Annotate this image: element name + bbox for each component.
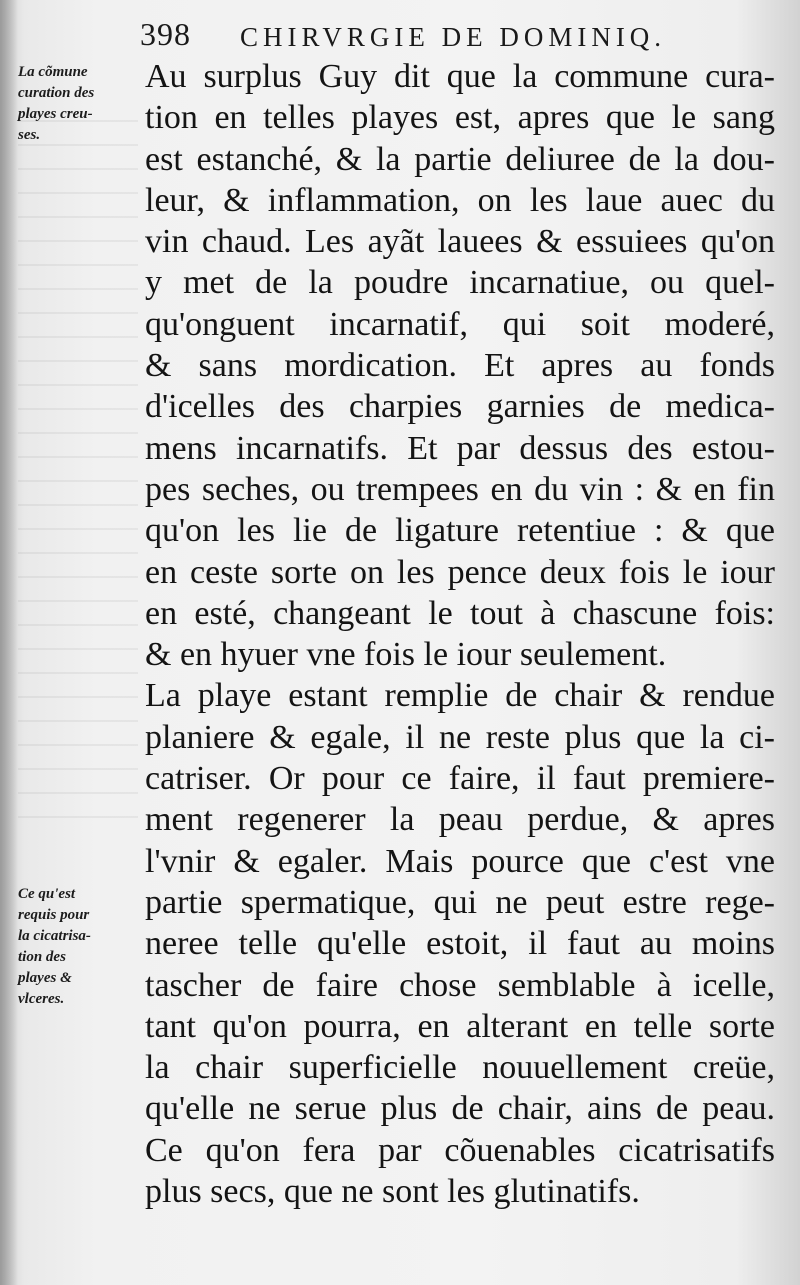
margin-note-line: ses. — [18, 127, 41, 143]
text-line: qu'onguent incarnatif, qui soit moderé, — [145, 305, 775, 343]
margin-note-commune-curation — [18, 62, 138, 146]
text-line: l'vnir & egaler. Mais pource que c'est vne — [145, 842, 775, 880]
text-line: neree telle qu'elle estoit, il faut au moins — [145, 925, 775, 963]
text-line: & sans mordication. Et apres au fonds — [145, 347, 775, 385]
text-line: La playe estant remplie de chair & rendue — [145, 677, 775, 715]
text-line: partie spermatique, qui ne peut estre rege- — [145, 883, 775, 921]
text-line: d'icelles des charpies garnies de medica- — [145, 388, 775, 426]
margin-note-line: tion des — [18, 949, 66, 965]
margin-note-line: playes creu- — [18, 106, 93, 122]
margin-note-line: vlceres. — [18, 991, 65, 1007]
page-number: 398 — [140, 16, 191, 52]
margin-note-line: Ce qu'est — [18, 886, 76, 902]
text-line: leur, & inflammation, on les laue auec du — [145, 181, 775, 219]
margin-note-line: requis pour — [18, 907, 90, 923]
margin-note-cicatrisation — [18, 884, 138, 1010]
text-line: plus secs, que ne sont les glutinatifs. — [145, 1173, 640, 1211]
text-line: y met de la poudre incarnatiue, ou quel- — [145, 264, 775, 302]
page-header — [140, 14, 780, 54]
text-line: tion en telles playes est, apres que le sang — [145, 99, 775, 137]
text-line: ment regenerer la peau perdue, & apres — [145, 801, 775, 839]
text-line: qu'elle ne serue plus de chair, ains de peau. — [145, 1090, 775, 1128]
text-line: en esté, changeant le tout à chascune fois: — [145, 594, 775, 632]
text-line: tant qu'on pourra, en alterant en telle sorte — [145, 1007, 775, 1045]
main-text-block — [145, 56, 775, 1212]
text-line: qu'on les lie de ligature retentiue : & que — [145, 512, 775, 550]
text-line: en ceste sorte on les pence deux fois le iour — [145, 553, 775, 591]
text-line: tascher de faire chose semblable à icelle, — [145, 966, 775, 1004]
text-line: mens incarnatifs. Et par dessus des estou- — [145, 429, 775, 467]
text-line: Ce qu'on fera par cõuenables cicatrisatifs — [145, 1131, 775, 1169]
text-line: planiere & egale, il ne reste plus que la ci- — [145, 718, 775, 756]
bleed-through-shadow — [18, 120, 138, 820]
text-line: & en hyuer vne fois le iour seulement. — [145, 636, 667, 674]
text-line: la chair superficielle nouuellement creüe, — [145, 1049, 775, 1087]
margin-note-line: La cõmune — [18, 64, 88, 80]
text-line: est estanché, & la partie deliuree de la dou- — [145, 140, 775, 178]
gutter-shadow — [0, 0, 18, 1285]
text-line: Au surplus Guy dit que la commune cura- — [145, 58, 775, 95]
margin-note-line: curation des — [18, 85, 95, 101]
text-line: pes seches, ou trempees en du vin : & en fin — [145, 470, 775, 508]
text-line: catriser. Or pour ce faire, il faut premiere- — [145, 760, 775, 798]
margin-note-line: playes & — [18, 970, 72, 986]
margin-note-line: la cicatrisa- — [18, 928, 91, 944]
text-line: vin chaud. Les ayãt lauees & essuiees qu'on — [145, 223, 775, 261]
running-head: CHIRVRGIE DE DOMINIQ. — [240, 22, 667, 52]
